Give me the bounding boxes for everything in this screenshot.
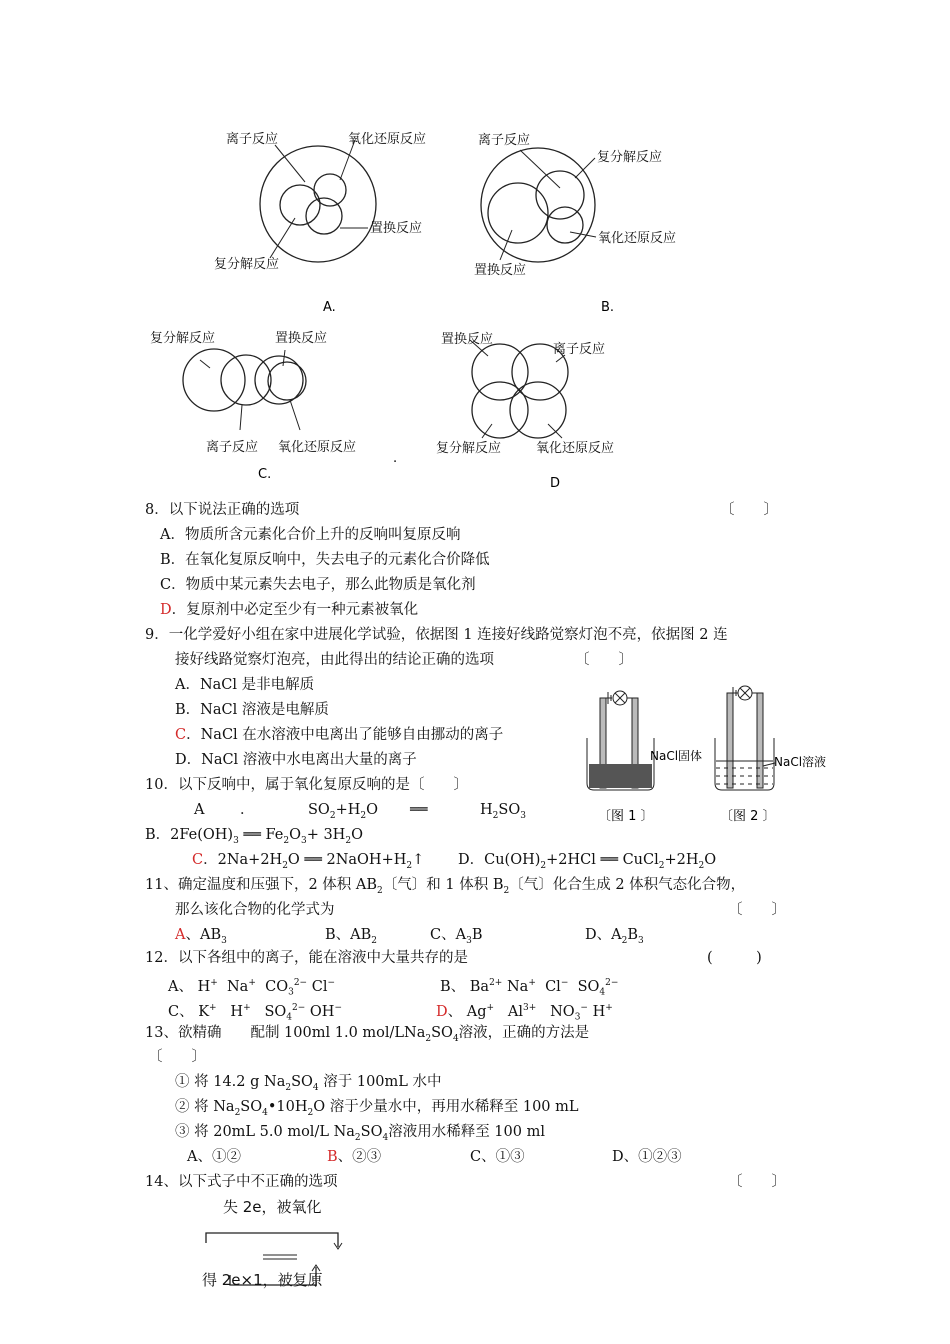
diagram-c-label-2: 置换反应 — [275, 331, 328, 346]
q8-bracket: 〔 〕 — [720, 502, 778, 518]
q10-option-d: D．$Cu(OH)_2+2HCl$ ══ $CuCl_2+2H_2O$ — [458, 852, 717, 871]
diagram-b-label-1: 离子反应 — [478, 133, 531, 148]
diagram-b-label-2: 复分解反应 — [597, 150, 663, 165]
diagram-a-label-2: 氧化还原反应 — [348, 132, 427, 147]
venn-diagrams — [0, 0, 950, 500]
conductivity-figures — [580, 668, 870, 828]
diagram-d-label-4: 氧化还原反应 — [536, 441, 615, 456]
q12-answer-letter: D — [436, 1003, 448, 1020]
q8-option-d-text: ．复原剂中必定至少有一种元素被氧化 — [171, 602, 419, 618]
q11-option-d: D、$A_2B_3$ — [585, 927, 644, 946]
diagram-c-label-1: 复分解反应 — [150, 331, 216, 346]
figure-2-label: NaCl溶液 — [774, 755, 827, 769]
q14-oxidation-label: 失 2e，被氧化 — [223, 1198, 322, 1216]
q11-option-a: A、$AB_3$ — [175, 927, 227, 946]
q14-bracket: 〔 〕 — [728, 1174, 786, 1190]
separator-dot: . — [393, 451, 398, 466]
q9-option-c — [175, 725, 503, 745]
diagram-a-label-3: 置换反应 — [370, 221, 423, 236]
q10-option-a-product: $H_2SO_3$ — [480, 802, 526, 821]
q13-option-2: ② 将 $Na_2SO_4•10H_2O$ 溶于少量水中，再用水稀释至 100 mL — [175, 1099, 579, 1118]
diagram-c-label-3: 离子反应 — [206, 440, 259, 455]
diagram-c-letter: C. — [258, 467, 272, 482]
figure-2 — [715, 686, 826, 824]
q8-answer-letter: D — [160, 602, 172, 618]
diagram-d-label-3: 复分解反应 — [436, 441, 502, 456]
diagram-d — [436, 331, 614, 491]
diagram-a-letter: A. — [323, 300, 336, 315]
q12-option-a: A、 H+ Na+ $CO_3^{2-}$ Cl− — [168, 978, 335, 998]
q9-option-a: A．NaCl 是非电解质 — [175, 677, 315, 693]
q10-stem: 10．以下反响中，属于氧化复原反响的是〔 〕 — [145, 777, 468, 793]
q13-stem: 13、欲精确 配制 100ml 1.0 mol/$LNa_2SO_4$溶液，正确的方法是 — [145, 1025, 590, 1044]
q13-answer-c: C、①③ — [470, 1149, 525, 1165]
q10-option-a-dot: ． — [240, 802, 255, 818]
q11-stem-2: 那么该化合物的化学式为 — [175, 902, 335, 918]
q12-bracket: ( ) — [707, 950, 762, 966]
q9-stem-1: 9．一化学爱好小组在家中进展化学试验，依据图 1 连接好线路觉察灯泡不亮，依据图 2 连 — [145, 627, 728, 643]
diagram-d-letter: D — [550, 476, 561, 491]
q12-option-c: C、 K+ H+ $SO_4^{2-}$ OH− — [168, 1003, 342, 1023]
q9-option-b: B．NaCl 溶液是电解质 — [175, 702, 329, 718]
q8-option-d — [160, 600, 418, 620]
q10-option-a-reactants: $SO_2+H_2O$ — [308, 802, 378, 821]
q8-option-a: A．物质所含元素化合价上升的反响叫复原反响 — [160, 527, 461, 543]
diagram-b-label-4: 置换反应 — [474, 263, 527, 278]
diagram-a-label-4: 复分解反应 — [214, 257, 280, 272]
q13-option-1: ① 将 14.2 g $Na_2SO_4$ 溶于 100mL 水中 — [175, 1074, 442, 1093]
diagram-d-label-2: 离子反应 — [553, 342, 606, 357]
q13-bracket: 〔 〕 — [148, 1049, 206, 1065]
q11-stem-1: 11、确定温度和压强下，2 体积 $AB_2$〔气〕和 1 体积 $B_2$〔气〕化合生成 2 体积气态化合物， — [145, 877, 746, 896]
diagram-a — [214, 127, 470, 315]
diagram-d-label-1: 置换反应 — [441, 332, 494, 347]
figure-1-caption: 〔图 1 〕 — [598, 809, 654, 824]
diagram-c — [150, 330, 397, 482]
diagram-a-label-1: 离子反应 — [226, 132, 279, 147]
q12-option-d: D、 Ag+ $Al^{3+}$ $NO_3^-$ H+ — [436, 1003, 613, 1023]
diagram-b — [474, 132, 676, 315]
q11-option-c: C、$A_3B$ — [430, 927, 483, 946]
q12-stem: 12．以下各组中的离子，能在溶液中大量共存的是 — [145, 950, 468, 966]
q13-answer-letter: B — [327, 1149, 338, 1165]
q14-stem: 14、以下式子中不正确的选项 — [145, 1174, 338, 1190]
q10-option-a-letter: A — [194, 802, 205, 818]
figure-1-label: NaCl固体 — [650, 749, 703, 763]
q13-option-3: ③ 将 20mL 5.0 mol/L $Na_2SO_4$溶液用水稀释至 100 ml — [175, 1124, 545, 1143]
q9-answer-letter: C — [175, 727, 187, 743]
q13-answer-d: D、①②③ — [612, 1149, 682, 1165]
q13-answer-a: A、①② — [187, 1149, 241, 1165]
q11-answer-letter: A — [175, 927, 186, 943]
q11-bracket: 〔 〕 — [728, 902, 786, 918]
q10-option-a-equals: ══ — [410, 802, 428, 818]
q8-option-c: C．物质中某元素失去电子，那么此物质是氧化剂 — [160, 577, 476, 593]
q12-option-b: B、 $Ba^{2+}$ Na+ Cl− $SO_4^{2-}$ — [440, 978, 619, 998]
q9-option-d: D．NaCl 溶液中水电离出大量的离子 — [175, 752, 417, 768]
q14-reduction-label: 得 2e×1，被复原 — [202, 1271, 323, 1289]
q9-bracket: 〔 〕 — [575, 652, 633, 668]
q8-option-b: B．在氧化复原反响中，失去电子的元素化合价降低 — [160, 552, 490, 568]
q13-answer-b: B、②③ — [327, 1149, 382, 1165]
q9-option-c-text: ．NaCl 在水溶液中电离出了能够自由挪动的离子 — [186, 727, 504, 743]
figure-2-caption: 〔图 2 〕 — [720, 809, 776, 824]
q10-option-c: C．$2Na+2H_2O$ ══ $2NaOH+H_2↑$ — [192, 852, 425, 871]
q10-answer-letter: C — [192, 852, 204, 868]
q8-stem: 8．以下说法正确的选项 — [145, 502, 300, 518]
figure-1 — [587, 691, 702, 824]
q11-option-b: B、$AB_2$ — [325, 927, 378, 946]
q9-stem-2: 接好线路觉察灯泡亮，由此得出的结论正确的选项 — [175, 652, 494, 668]
q10-option-b: B．$2Fe(OH)_3$ ══ $Fe_2O_3+ 3H_2O$ — [145, 827, 363, 846]
diagram-b-letter: B. — [601, 300, 615, 315]
diagram-c-label-4: 氧化还原反应 — [278, 440, 357, 455]
diagram-b-label-3: 氧化还原反应 — [598, 231, 677, 246]
